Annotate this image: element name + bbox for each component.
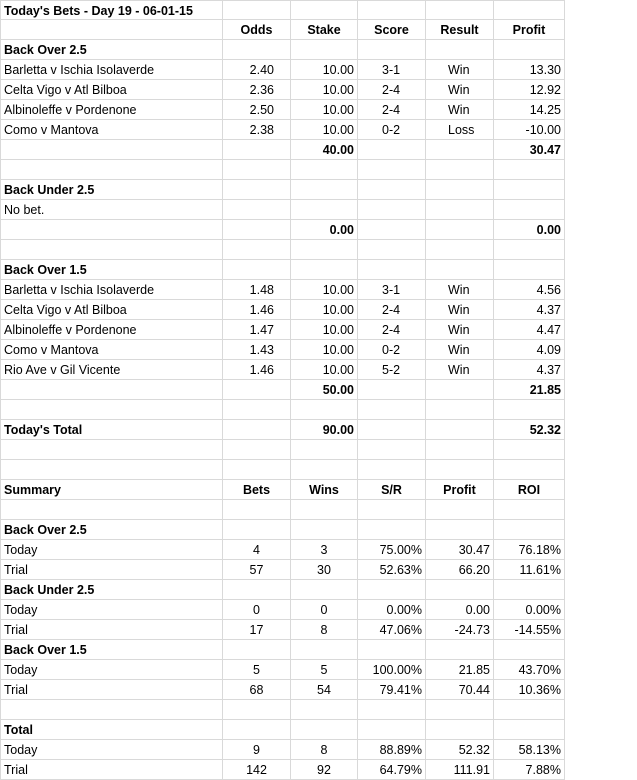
- cell[interactable]: [426, 700, 494, 720]
- score-cell[interactable]: 2-4: [358, 80, 426, 100]
- match-cell[interactable]: Como v Mantova: [0, 340, 223, 360]
- cell[interactable]: [291, 180, 358, 200]
- wins-cell[interactable]: 8: [291, 740, 358, 760]
- cell[interactable]: [426, 460, 494, 480]
- section-title[interactable]: Back Over 1.5: [0, 260, 223, 280]
- cell[interactable]: [291, 640, 358, 660]
- cell[interactable]: [0, 160, 223, 180]
- bet-row: [0, 120, 566, 140]
- cell[interactable]: [426, 520, 494, 540]
- header-sr[interactable]: S/R: [358, 480, 426, 500]
- cell[interactable]: [494, 40, 565, 60]
- cell[interactable]: [358, 440, 426, 460]
- header-blank[interactable]: [0, 20, 223, 40]
- wins-cell[interactable]: 0: [291, 600, 358, 620]
- blank-row: [0, 700, 566, 720]
- cell[interactable]: [0, 500, 223, 520]
- cell[interactable]: [494, 440, 565, 460]
- todays-total-stake[interactable]: 90.00: [291, 420, 358, 440]
- score-cell[interactable]: 3-1: [358, 280, 426, 300]
- cell[interactable]: [358, 0, 426, 20]
- cell[interactable]: [494, 700, 565, 720]
- cell[interactable]: [223, 260, 291, 280]
- cell[interactable]: [426, 0, 494, 20]
- cell[interactable]: [426, 400, 494, 420]
- header-profit[interactable]: Profit: [494, 20, 565, 40]
- cell[interactable]: [494, 400, 565, 420]
- bets-cell[interactable]: 5: [223, 660, 291, 680]
- summary-row: [0, 680, 566, 700]
- header-odds[interactable]: Odds: [223, 20, 291, 40]
- score-cell[interactable]: 5-2: [358, 360, 426, 380]
- profit-cell[interactable]: 4.47: [494, 320, 565, 340]
- cell[interactable]: [223, 40, 291, 60]
- cell[interactable]: [426, 220, 494, 240]
- cell[interactable]: [223, 180, 291, 200]
- cell[interactable]: [223, 460, 291, 480]
- cell[interactable]: [358, 380, 426, 400]
- roi-cell[interactable]: 7.88%: [494, 760, 565, 780]
- cell[interactable]: [426, 380, 494, 400]
- summary-label[interactable]: Trial: [0, 680, 223, 700]
- blank-row: [0, 500, 566, 520]
- result-cell[interactable]: Win: [426, 300, 494, 320]
- summary-group-title[interactable]: Back Under 2.5: [0, 580, 223, 600]
- wins-cell[interactable]: 92: [291, 760, 358, 780]
- summary-group-title[interactable]: Back Over 1.5: [0, 640, 223, 660]
- bet-row: [0, 320, 566, 340]
- stake-cell[interactable]: 10.00: [291, 120, 358, 140]
- total-profit-cell[interactable]: 21.85: [494, 380, 565, 400]
- cell[interactable]: [291, 160, 358, 180]
- blank-row: [0, 460, 566, 480]
- odds-cell[interactable]: 1.46: [223, 300, 291, 320]
- score-cell[interactable]: 2-4: [358, 320, 426, 340]
- profit-cell[interactable]: 4.37: [494, 360, 565, 380]
- cell[interactable]: [223, 380, 291, 400]
- todays-total-label[interactable]: Today's Total: [0, 420, 223, 440]
- cell[interactable]: [358, 200, 426, 220]
- cell[interactable]: [426, 640, 494, 660]
- blank-row: [0, 440, 566, 460]
- stake-cell[interactable]: 10.00: [291, 320, 358, 340]
- cell[interactable]: [358, 140, 426, 160]
- odds-cell[interactable]: 2.36: [223, 80, 291, 100]
- cell[interactable]: [291, 240, 358, 260]
- summary-group-title-row: [0, 520, 566, 540]
- match-cell[interactable]: Barletta v Ischia Isolaverde: [0, 280, 223, 300]
- score-cell[interactable]: 2-4: [358, 100, 426, 120]
- cell[interactable]: [426, 440, 494, 460]
- cell[interactable]: [426, 720, 494, 740]
- summary-group-title[interactable]: Total: [0, 720, 223, 740]
- cell[interactable]: [223, 140, 291, 160]
- result-cell[interactable]: Win: [426, 340, 494, 360]
- header-stake[interactable]: Stake: [291, 20, 358, 40]
- cell[interactable]: [0, 400, 223, 420]
- odds-cell[interactable]: 2.40: [223, 60, 291, 80]
- summary-row: [0, 620, 566, 640]
- summary-row: [0, 760, 566, 780]
- cell[interactable]: [358, 220, 426, 240]
- bets-cell[interactable]: 0: [223, 600, 291, 620]
- wins-cell[interactable]: 54: [291, 680, 358, 700]
- summary-label[interactable]: Trial: [0, 560, 223, 580]
- profit-cell[interactable]: -10.00: [494, 120, 565, 140]
- blank-row: [0, 160, 566, 180]
- cell[interactable]: [426, 260, 494, 280]
- result-cell[interactable]: Win: [426, 280, 494, 300]
- header-wins[interactable]: Wins: [291, 480, 358, 500]
- cell[interactable]: [223, 420, 291, 440]
- summary-label[interactable]: Today: [0, 540, 223, 560]
- summary-label[interactable]: Trial: [0, 760, 223, 780]
- header-profit[interactable]: Profit: [426, 480, 494, 500]
- cell[interactable]: [426, 500, 494, 520]
- cell[interactable]: [426, 200, 494, 220]
- cell[interactable]: [426, 160, 494, 180]
- cell[interactable]: [223, 700, 291, 720]
- cell[interactable]: [426, 40, 494, 60]
- section-title[interactable]: Back Under 2.5: [0, 180, 223, 200]
- section-total-row: [0, 380, 566, 400]
- profit-cell[interactable]: 14.25: [494, 100, 565, 120]
- section-title-row: [0, 40, 566, 60]
- cell[interactable]: [358, 640, 426, 660]
- section-total-row: [0, 140, 566, 160]
- bets-cell[interactable]: 4: [223, 540, 291, 560]
- stake-cell[interactable]: 10.00: [291, 340, 358, 360]
- result-cell[interactable]: Win: [426, 360, 494, 380]
- cell[interactable]: [358, 260, 426, 280]
- cell[interactable]: [291, 40, 358, 60]
- blank-row: [0, 240, 566, 260]
- cell[interactable]: [223, 160, 291, 180]
- cell[interactable]: [223, 580, 291, 600]
- cell[interactable]: [223, 240, 291, 260]
- sr-cell[interactable]: 47.06%: [358, 620, 426, 640]
- cell[interactable]: [223, 440, 291, 460]
- cell[interactable]: [358, 720, 426, 740]
- cell[interactable]: [223, 200, 291, 220]
- result-cell[interactable]: Win: [426, 80, 494, 100]
- roi-cell[interactable]: -14.55%: [494, 620, 565, 640]
- odds-cell[interactable]: 1.46: [223, 360, 291, 380]
- cell[interactable]: [0, 460, 223, 480]
- score-cell[interactable]: 0-2: [358, 340, 426, 360]
- cell[interactable]: [223, 0, 291, 20]
- cell[interactable]: [358, 180, 426, 200]
- header-score[interactable]: Score: [358, 20, 426, 40]
- cell[interactable]: [0, 440, 223, 460]
- match-cell[interactable]: Albinoleffe v Pordenone: [0, 320, 223, 340]
- odds-cell[interactable]: 2.50: [223, 100, 291, 120]
- total-profit-cell[interactable]: 0.00: [494, 220, 565, 240]
- roi-cell[interactable]: 43.70%: [494, 660, 565, 680]
- cell[interactable]: [426, 240, 494, 260]
- match-cell[interactable]: Celta Vigo v Atl Bilboa: [0, 80, 223, 100]
- bet-row: [0, 360, 566, 380]
- cell[interactable]: [291, 580, 358, 600]
- bets-cell[interactable]: 57: [223, 560, 291, 580]
- profit-cell[interactable]: 70.44: [426, 680, 494, 700]
- match-cell[interactable]: Albinoleffe v Pordenone: [0, 100, 223, 120]
- cell[interactable]: [494, 500, 565, 520]
- sr-cell[interactable]: 0.00%: [358, 600, 426, 620]
- blank-row: [0, 400, 566, 420]
- score-cell[interactable]: 3-1: [358, 60, 426, 80]
- cell[interactable]: [0, 140, 223, 160]
- cell[interactable]: [291, 500, 358, 520]
- cell[interactable]: [494, 460, 565, 480]
- roi-cell[interactable]: 0.00%: [494, 600, 565, 620]
- sr-cell[interactable]: 79.41%: [358, 680, 426, 700]
- cell[interactable]: [0, 240, 223, 260]
- cell[interactable]: [494, 0, 565, 20]
- profit-cell[interactable]: 4.09: [494, 340, 565, 360]
- profit-cell[interactable]: 4.56: [494, 280, 565, 300]
- cell[interactable]: [494, 720, 565, 740]
- note-row: [0, 200, 566, 220]
- summary-row: [0, 540, 566, 560]
- bets-cell[interactable]: 68: [223, 680, 291, 700]
- odds-cell[interactable]: 1.47: [223, 320, 291, 340]
- profit-cell[interactable]: 12.92: [494, 80, 565, 100]
- roi-cell[interactable]: 58.13%: [494, 740, 565, 760]
- cell[interactable]: [291, 200, 358, 220]
- match-cell[interactable]: Celta Vigo v Atl Bilboa: [0, 300, 223, 320]
- cell[interactable]: [291, 460, 358, 480]
- cell[interactable]: [494, 260, 565, 280]
- cell[interactable]: [358, 40, 426, 60]
- bet-row: [0, 340, 566, 360]
- wins-cell[interactable]: 5: [291, 660, 358, 680]
- bet-row: [0, 80, 566, 100]
- profit-cell[interactable]: 30.47: [426, 540, 494, 560]
- cell[interactable]: [358, 520, 426, 540]
- cell[interactable]: [291, 0, 358, 20]
- todays-total-row: [0, 420, 566, 440]
- cell[interactable]: [358, 500, 426, 520]
- summary-label[interactable]: Today: [0, 660, 223, 680]
- cell[interactable]: [223, 220, 291, 240]
- cell[interactable]: [426, 580, 494, 600]
- profit-cell[interactable]: 13.30: [494, 60, 565, 80]
- cell[interactable]: [358, 240, 426, 260]
- stake-cell[interactable]: 10.00: [291, 60, 358, 80]
- cell[interactable]: [426, 180, 494, 200]
- cell[interactable]: [494, 160, 565, 180]
- section-total-row: [0, 220, 566, 240]
- cell[interactable]: [291, 720, 358, 740]
- profit-cell[interactable]: 0.00: [426, 600, 494, 620]
- match-cell[interactable]: Barletta v Ischia Isolaverde: [0, 60, 223, 80]
- result-cell[interactable]: Win: [426, 320, 494, 340]
- section-title[interactable]: Back Over 2.5: [0, 40, 223, 60]
- result-cell[interactable]: Win: [426, 100, 494, 120]
- profit-cell[interactable]: 52.32: [426, 740, 494, 760]
- stake-cell[interactable]: 10.00: [291, 100, 358, 120]
- cell[interactable]: [494, 640, 565, 660]
- cell[interactable]: [291, 260, 358, 280]
- section-title-row: [0, 180, 566, 200]
- cell[interactable]: [223, 400, 291, 420]
- wins-cell[interactable]: 30: [291, 560, 358, 580]
- cell[interactable]: [494, 200, 565, 220]
- summary-label[interactable]: Today: [0, 600, 223, 620]
- total-profit-cell[interactable]: 30.47: [494, 140, 565, 160]
- cell[interactable]: [358, 460, 426, 480]
- header-roi[interactable]: ROI: [494, 480, 565, 500]
- cell[interactable]: [291, 520, 358, 540]
- cell[interactable]: [291, 440, 358, 460]
- sr-cell[interactable]: 52.63%: [358, 560, 426, 580]
- odds-cell[interactable]: 2.38: [223, 120, 291, 140]
- cell[interactable]: [494, 180, 565, 200]
- bets-cell[interactable]: 17: [223, 620, 291, 640]
- summary-row: [0, 600, 566, 620]
- stake-cell[interactable]: 10.00: [291, 80, 358, 100]
- bet-row: [0, 280, 566, 300]
- sheet-title[interactable]: Today's Bets - Day 19 - 06-01-15: [0, 0, 223, 20]
- profit-cell[interactable]: -24.73: [426, 620, 494, 640]
- cell[interactable]: [494, 580, 565, 600]
- section-note[interactable]: No bet.: [0, 200, 223, 220]
- summary-header-row: [0, 480, 566, 500]
- bets-cell[interactable]: 142: [223, 760, 291, 780]
- cell[interactable]: [0, 380, 223, 400]
- cell[interactable]: [0, 220, 223, 240]
- sr-cell[interactable]: 75.00%: [358, 540, 426, 560]
- cell[interactable]: [358, 580, 426, 600]
- roi-cell[interactable]: 11.61%: [494, 560, 565, 580]
- cell[interactable]: [358, 160, 426, 180]
- title-row: [0, 0, 566, 20]
- cell[interactable]: [426, 420, 494, 440]
- score-cell[interactable]: 0-2: [358, 120, 426, 140]
- total-stake-cell[interactable]: 40.00: [291, 140, 358, 160]
- cell[interactable]: [291, 400, 358, 420]
- summary-label[interactable]: Today: [0, 740, 223, 760]
- wins-cell[interactable]: 8: [291, 620, 358, 640]
- cell[interactable]: [223, 520, 291, 540]
- todays-total-profit[interactable]: 52.32: [494, 420, 565, 440]
- stake-cell[interactable]: 10.00: [291, 300, 358, 320]
- cell[interactable]: [426, 140, 494, 160]
- header-result[interactable]: Result: [426, 20, 494, 40]
- score-cell[interactable]: 2-4: [358, 300, 426, 320]
- profit-cell[interactable]: 111.91: [426, 760, 494, 780]
- summary-row: [0, 560, 566, 580]
- match-cell[interactable]: Rio Ave v Gil Vicente: [0, 360, 223, 380]
- profit-cell[interactable]: 4.37: [494, 300, 565, 320]
- total-stake-cell[interactable]: 0.00: [291, 220, 358, 240]
- odds-cell[interactable]: 1.43: [223, 340, 291, 360]
- bet-row: [0, 100, 566, 120]
- sr-cell[interactable]: 88.89%: [358, 740, 426, 760]
- header-bets[interactable]: Bets: [223, 480, 291, 500]
- match-cell[interactable]: Como v Mantova: [0, 120, 223, 140]
- cell[interactable]: [494, 520, 565, 540]
- stake-cell[interactable]: 10.00: [291, 280, 358, 300]
- bet-row: [0, 60, 566, 80]
- cell[interactable]: [358, 700, 426, 720]
- summary-group-title[interactable]: Back Over 2.5: [0, 520, 223, 540]
- summary-row: [0, 660, 566, 680]
- summary-group-title-row: [0, 640, 566, 660]
- sr-cell[interactable]: 64.79%: [358, 760, 426, 780]
- roi-cell[interactable]: 76.18%: [494, 540, 565, 560]
- wins-cell[interactable]: 3: [291, 540, 358, 560]
- summary-group-title-row: [0, 720, 566, 740]
- result-cell[interactable]: Win: [426, 60, 494, 80]
- bets-header-row: [0, 20, 566, 40]
- cell[interactable]: [223, 500, 291, 520]
- roi-cell[interactable]: 10.36%: [494, 680, 565, 700]
- cell[interactable]: [358, 400, 426, 420]
- odds-cell[interactable]: 1.48: [223, 280, 291, 300]
- total-stake-cell[interactable]: 50.00: [291, 380, 358, 400]
- cell[interactable]: [223, 640, 291, 660]
- profit-cell[interactable]: 21.85: [426, 660, 494, 680]
- cell[interactable]: [291, 700, 358, 720]
- summary-label[interactable]: Trial: [0, 620, 223, 640]
- summary-group-title-row: [0, 580, 566, 600]
- bet-row: [0, 300, 566, 320]
- stake-cell[interactable]: 10.00: [291, 360, 358, 380]
- cell[interactable]: [494, 240, 565, 260]
- cell[interactable]: [0, 700, 223, 720]
- summary-row: [0, 740, 566, 760]
- cell[interactable]: [358, 420, 426, 440]
- section-title-row: [0, 260, 566, 280]
- cell[interactable]: [223, 720, 291, 740]
- summary-title[interactable]: Summary: [0, 480, 223, 500]
- sr-cell[interactable]: 100.00%: [358, 660, 426, 680]
- bets-cell[interactable]: 9: [223, 740, 291, 760]
- profit-cell[interactable]: 66.20: [426, 560, 494, 580]
- result-cell[interactable]: Loss: [426, 120, 494, 140]
